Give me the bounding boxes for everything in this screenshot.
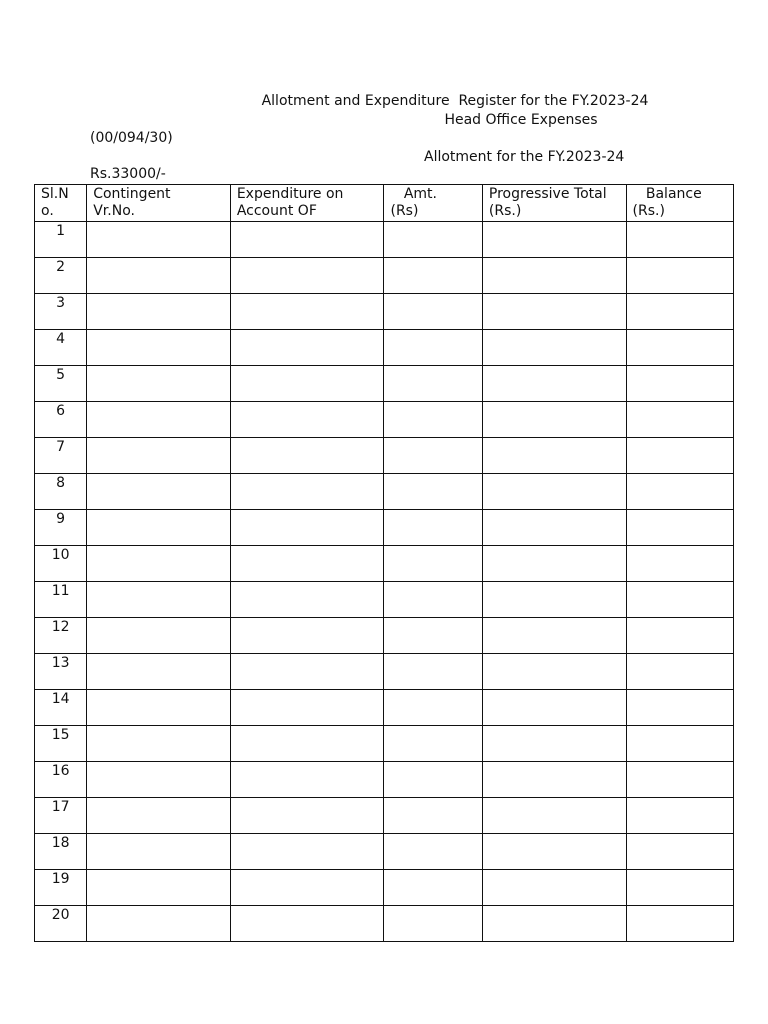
progressive-total-cell[interactable] (482, 726, 626, 762)
expenditure-cell[interactable] (230, 402, 384, 438)
balance-cell[interactable] (626, 330, 733, 366)
progressive-total-cell[interactable] (482, 366, 626, 402)
amount-cell[interactable] (384, 582, 482, 618)
progressive-total-cell[interactable] (482, 798, 626, 834)
register-title: Allotment and Expenditure Register for the FY.2023-24 (261, 93, 649, 109)
progressive-total-cell[interactable] (482, 438, 626, 474)
table-row (35, 258, 734, 294)
balance-cell[interactable] (626, 222, 733, 258)
table-row (35, 366, 734, 402)
balance-cell[interactable] (626, 402, 733, 438)
expenditure-cell[interactable] (230, 474, 384, 510)
table-row (35, 510, 734, 546)
table-row (35, 474, 734, 510)
amount-cell[interactable] (384, 906, 482, 942)
progressive-total-cell[interactable] (482, 618, 626, 654)
expenditure-cell[interactable] (230, 834, 384, 870)
balance-cell[interactable] (626, 762, 733, 798)
expenditure-cell[interactable] (230, 870, 384, 906)
table-row (35, 330, 734, 366)
contingent-vr-no-cell[interactable] (87, 330, 231, 366)
table-row (35, 870, 734, 906)
sl-no-cell: 1 (35, 222, 87, 258)
progressive-total-cell[interactable] (482, 258, 626, 294)
amount-cell[interactable] (384, 294, 482, 330)
column-header-amount: Amt. (Rs) (384, 185, 482, 222)
amount-cell[interactable] (384, 798, 482, 834)
amount-cell[interactable] (384, 762, 482, 798)
contingent-vr-no-cell[interactable] (87, 258, 231, 294)
progressive-total-cell[interactable] (482, 690, 626, 726)
amount-cell[interactable] (384, 474, 482, 510)
balance-cell[interactable] (626, 834, 733, 870)
balance-cell[interactable] (626, 654, 733, 690)
sl-no-cell: 4 (35, 330, 87, 366)
expenditure-cell[interactable] (230, 582, 384, 618)
sl-no-cell: 12 (35, 618, 87, 654)
amount-cell[interactable] (384, 330, 482, 366)
contingent-vr-no-cell[interactable] (87, 222, 231, 258)
table-row (35, 654, 734, 690)
balance-cell[interactable] (626, 726, 733, 762)
expenditure-cell[interactable] (230, 438, 384, 474)
balance-cell[interactable] (626, 366, 733, 402)
contingent-vr-no-cell[interactable] (87, 906, 231, 942)
progressive-total-cell[interactable] (482, 582, 626, 618)
progressive-total-cell[interactable] (482, 762, 626, 798)
progressive-total-cell[interactable] (482, 654, 626, 690)
amount-cell[interactable] (384, 726, 482, 762)
sl-no-cell: 20 (35, 906, 87, 942)
register-table (34, 184, 734, 942)
progressive-total-cell[interactable] (482, 834, 626, 870)
contingent-vr-no-cell[interactable] (87, 474, 231, 510)
amount-cell[interactable] (384, 222, 482, 258)
table-row (35, 294, 734, 330)
expenditure-cell[interactable] (230, 726, 384, 762)
column-header-sl-no: Sl.N o. (35, 185, 87, 222)
sl-no-cell: 9 (35, 510, 87, 546)
amount-cell[interactable] (384, 438, 482, 474)
register-subtitle: Head Office Expenses (444, 112, 598, 128)
expenditure-cell[interactable] (230, 258, 384, 294)
table-row (35, 906, 734, 942)
column-header-expenditure-on-account: Expenditure on Account OF (230, 185, 384, 222)
sl-no-cell: 15 (35, 726, 87, 762)
amount-cell[interactable] (384, 366, 482, 402)
progressive-total-cell[interactable] (482, 222, 626, 258)
progressive-total-cell[interactable] (482, 510, 626, 546)
balance-cell[interactable] (626, 258, 733, 294)
expenditure-cell[interactable] (230, 366, 384, 402)
contingent-vr-no-cell[interactable] (87, 582, 231, 618)
amount-cell[interactable] (384, 690, 482, 726)
column-header-balance: Balance (Rs.) (626, 185, 733, 222)
table-row (35, 546, 734, 582)
sl-no-cell: 6 (35, 402, 87, 438)
expenditure-cell[interactable] (230, 330, 384, 366)
expenditure-cell[interactable] (230, 798, 384, 834)
progressive-total-cell[interactable] (482, 330, 626, 366)
balance-cell[interactable] (626, 294, 733, 330)
balance-cell[interactable] (626, 618, 733, 654)
table-row (35, 690, 734, 726)
contingent-vr-no-cell[interactable] (87, 546, 231, 582)
balance-cell[interactable] (626, 690, 733, 726)
balance-cell[interactable] (626, 582, 733, 618)
amount-cell[interactable] (384, 402, 482, 438)
sl-no-cell: 7 (35, 438, 87, 474)
column-header-contingent-vr-no: Contingent Vr.No. (87, 185, 231, 222)
amount-cell[interactable] (384, 870, 482, 906)
contingent-vr-no-cell[interactable] (87, 834, 231, 870)
sl-no-cell: 2 (35, 258, 87, 294)
expenditure-cell[interactable] (230, 654, 384, 690)
table-row (35, 402, 734, 438)
contingent-vr-no-cell[interactable] (87, 870, 231, 906)
contingent-vr-no-cell[interactable] (87, 438, 231, 474)
sl-no-cell: 17 (35, 798, 87, 834)
sl-no-cell: 14 (35, 690, 87, 726)
table-row (35, 834, 734, 870)
balance-cell[interactable] (626, 510, 733, 546)
sl-no-cell: 13 (35, 654, 87, 690)
balance-cell[interactable] (626, 438, 733, 474)
contingent-vr-no-cell[interactable] (87, 294, 231, 330)
amount-cell[interactable] (384, 654, 482, 690)
table-row (35, 798, 734, 834)
amount-cell[interactable] (384, 834, 482, 870)
allotment-amount: Rs.33000/- (90, 166, 166, 182)
sl-no-cell: 8 (35, 474, 87, 510)
table-row (35, 726, 734, 762)
contingent-vr-no-cell[interactable] (87, 798, 231, 834)
amount-cell[interactable] (384, 546, 482, 582)
table-row (35, 582, 734, 618)
table-row (35, 762, 734, 798)
balance-cell[interactable] (626, 798, 733, 834)
contingent-vr-no-cell[interactable] (87, 690, 231, 726)
sl-no-cell: 10 (35, 546, 87, 582)
expenditure-cell[interactable] (230, 294, 384, 330)
sl-no-cell: 16 (35, 762, 87, 798)
expenditure-cell[interactable] (230, 222, 384, 258)
expenditure-cell[interactable] (230, 618, 384, 654)
allotment-label: Allotment for the FY.2023-24 (424, 149, 625, 165)
sl-no-cell: 18 (35, 834, 87, 870)
expenditure-cell[interactable] (230, 510, 384, 546)
table-header-row (35, 185, 734, 222)
contingent-vr-no-cell[interactable] (87, 366, 231, 402)
progressive-total-cell[interactable] (482, 546, 626, 582)
progressive-total-cell[interactable] (482, 474, 626, 510)
column-header-progressive-total: Progressive Total (Rs.) (482, 185, 626, 222)
expenditure-cell[interactable] (230, 690, 384, 726)
balance-cell[interactable] (626, 870, 733, 906)
sl-no-cell: 3 (35, 294, 87, 330)
account-code: (00/094/30) (90, 130, 173, 146)
amount-cell[interactable] (384, 510, 482, 546)
sl-no-cell: 5 (35, 366, 87, 402)
contingent-vr-no-cell[interactable] (87, 762, 231, 798)
contingent-vr-no-cell[interactable] (87, 654, 231, 690)
progressive-total-cell[interactable] (482, 402, 626, 438)
table-row (35, 618, 734, 654)
expenditure-cell[interactable] (230, 546, 384, 582)
table-row (35, 438, 734, 474)
expenditure-cell[interactable] (230, 906, 384, 942)
contingent-vr-no-cell[interactable] (87, 618, 231, 654)
sl-no-cell: 19 (35, 870, 87, 906)
progressive-total-cell[interactable] (482, 294, 626, 330)
expenditure-cell[interactable] (230, 762, 384, 798)
contingent-vr-no-cell[interactable] (87, 402, 231, 438)
progressive-total-cell[interactable] (482, 906, 626, 942)
balance-cell[interactable] (626, 546, 733, 582)
amount-cell[interactable] (384, 618, 482, 654)
contingent-vr-no-cell[interactable] (87, 510, 231, 546)
amount-cell[interactable] (384, 258, 482, 294)
contingent-vr-no-cell[interactable] (87, 726, 231, 762)
balance-cell[interactable] (626, 474, 733, 510)
sl-no-cell: 11 (35, 582, 87, 618)
progressive-total-cell[interactable] (482, 870, 626, 906)
balance-cell[interactable] (626, 906, 733, 942)
table-row (35, 222, 734, 258)
